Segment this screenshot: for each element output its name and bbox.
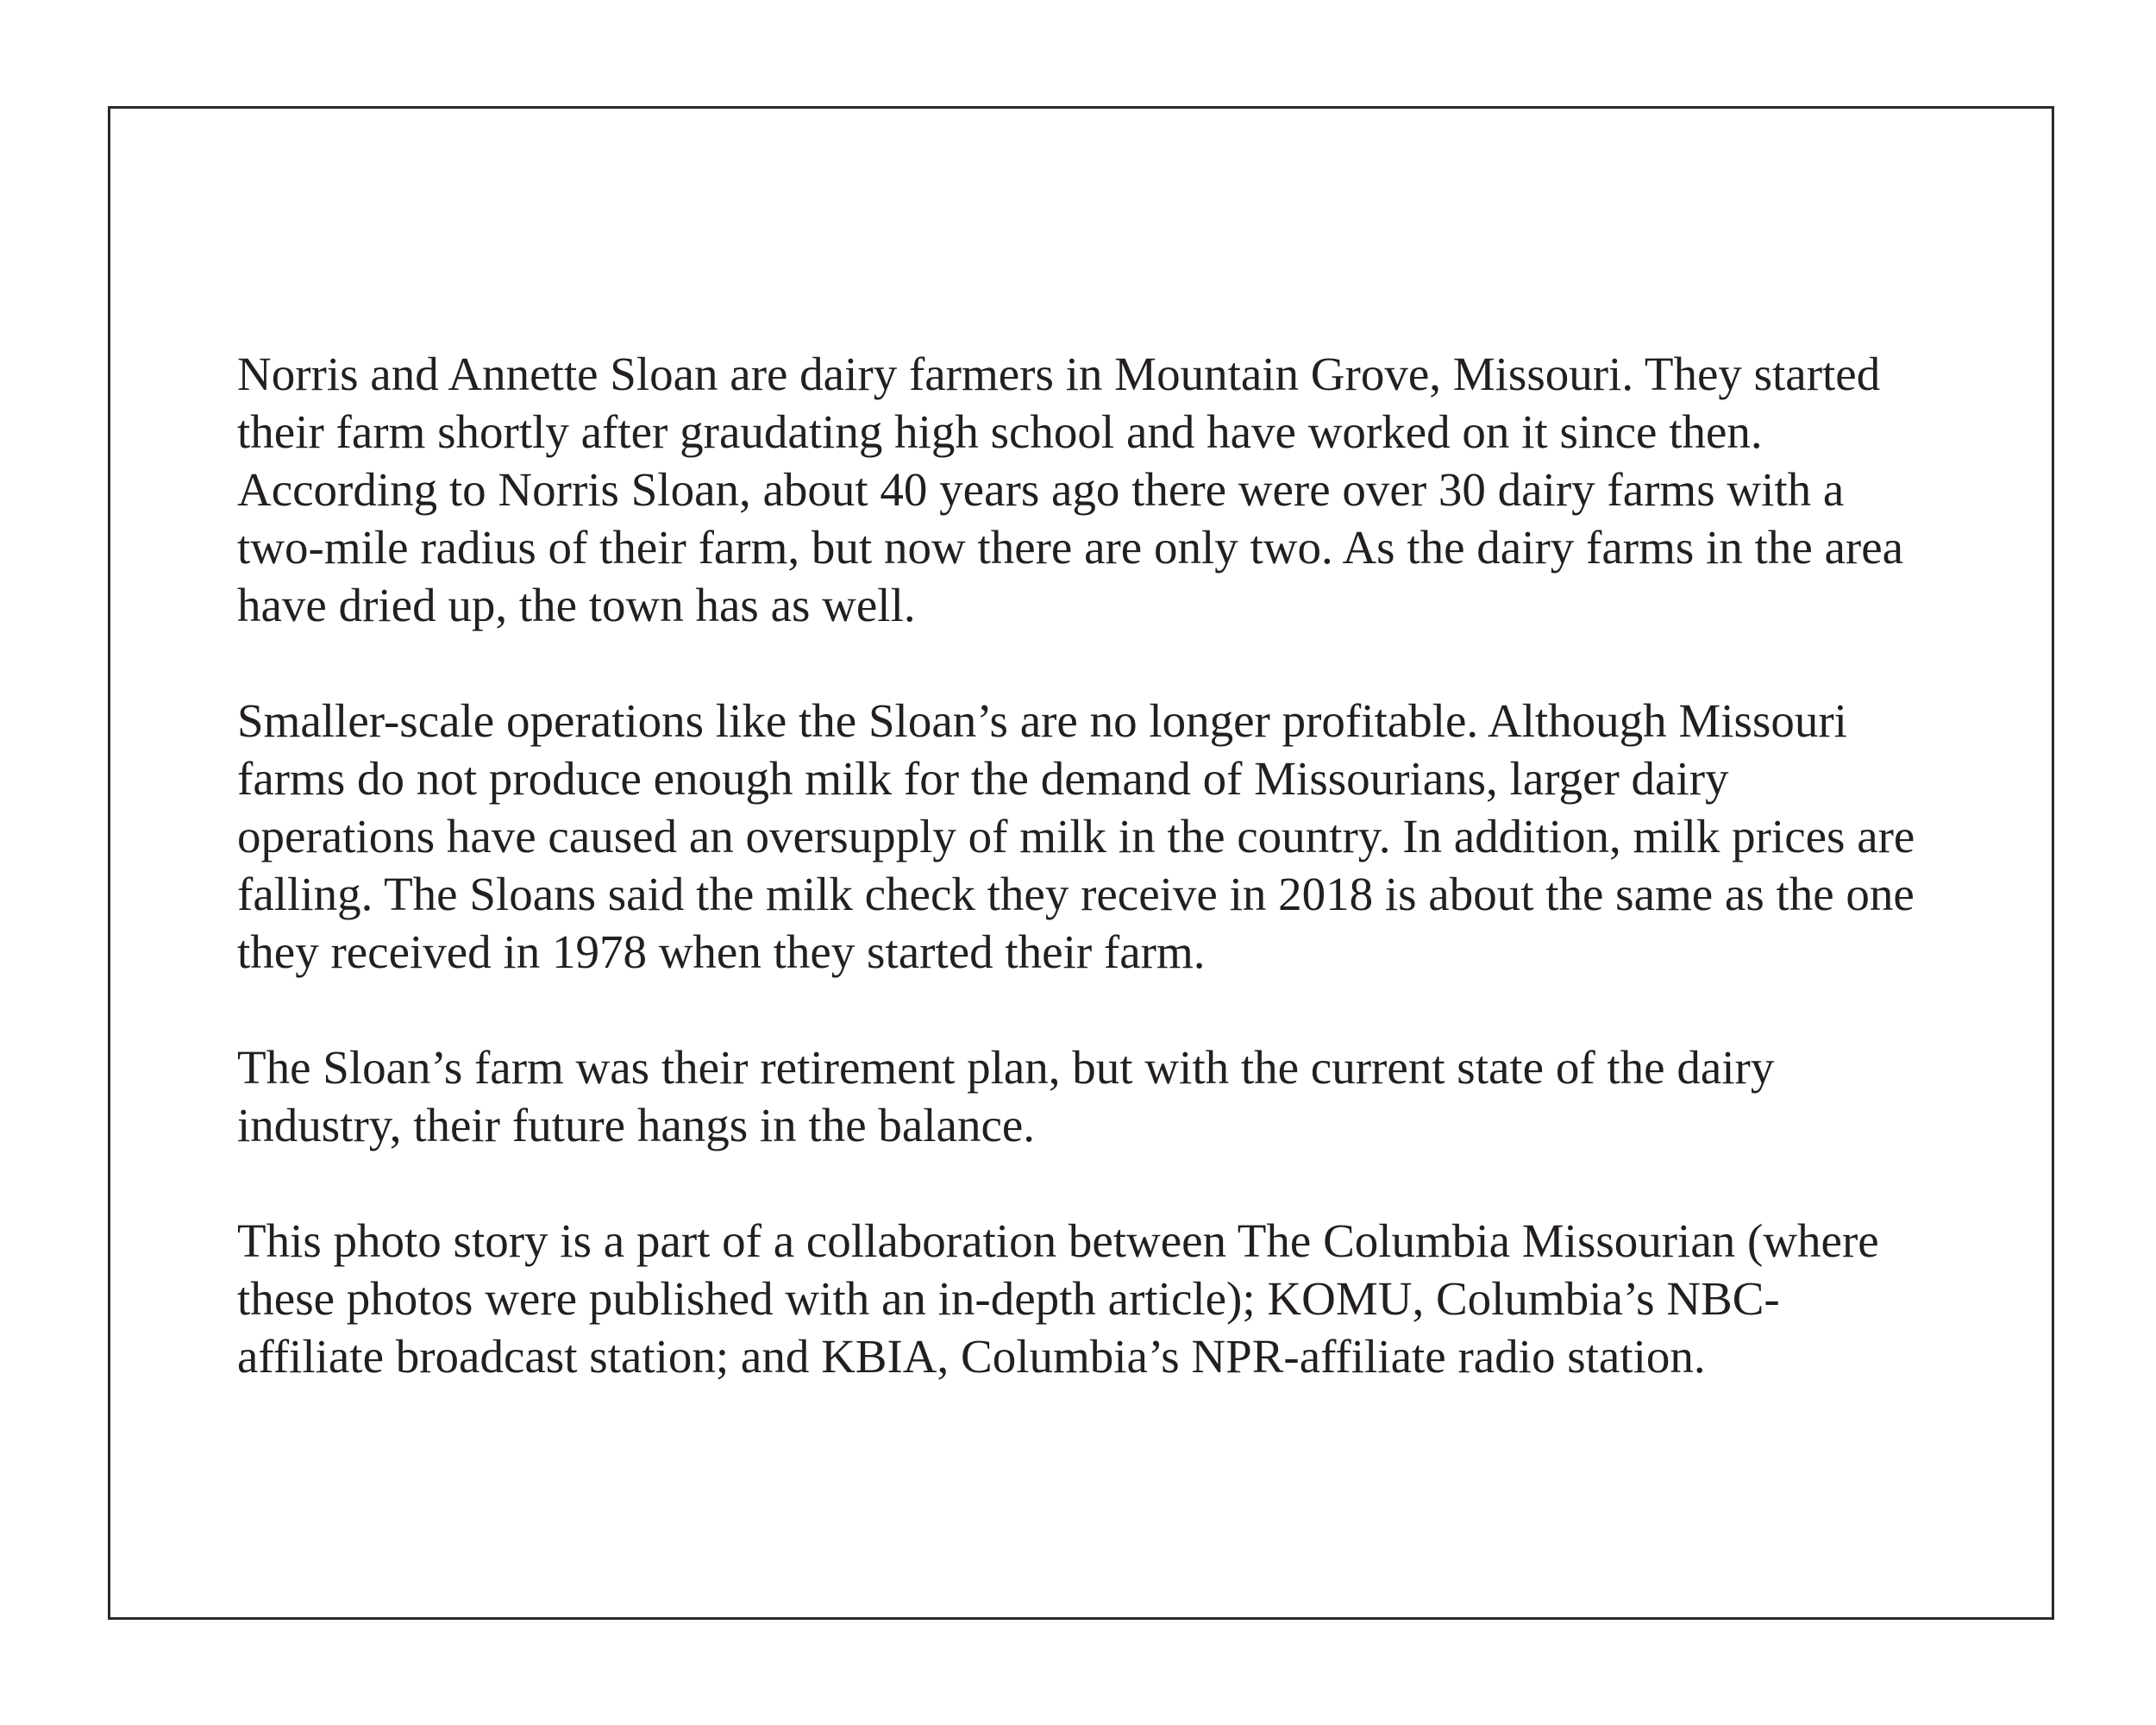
text-line: these photos were published with an in-depth article); KOMU, Columbia’s NBC- — [237, 1272, 1780, 1325]
text-line: their farm shortly after graudating high school and have worked on it since then. — [237, 405, 1763, 458]
text-line: farms do not produce enough milk for the demand of Missourians, larger dairy — [237, 752, 1729, 805]
story-text-block — [237, 345, 1953, 1385]
text-line: The Sloan’s farm was their retirement plan, but with the current state of the dairy — [237, 1041, 1775, 1094]
text-line: have dried up, the town has as well. — [237, 579, 916, 631]
paragraph-retirement — [237, 1038, 1953, 1154]
text-line: industry, their future hangs in the balance. — [237, 1099, 1036, 1151]
paragraph-intro — [237, 345, 1953, 634]
text-line: operations have caused an oversupply of milk in the country. In addition, milk prices are — [237, 810, 1915, 862]
paragraph-collaboration — [237, 1212, 1953, 1385]
text-line: Smaller-scale operations like the Sloan’s are no longer profitable. Although Missouri — [237, 694, 1847, 747]
text-line: affiliate broadcast station; and KBIA, Columbia’s NPR-affiliate radio station. — [237, 1330, 1706, 1383]
text-line: falling. The Sloans said the milk check they receive in 2018 is about the same as the one — [237, 868, 1915, 920]
text-line: This photo story is a part of a collaboration between The Columbia Missourian (where — [237, 1214, 1879, 1267]
text-line: Norris and Annette Sloan are dairy farmers in Mountain Grove, Missouri. They started — [237, 348, 1881, 400]
text-line: two-mile radius of their farm, but now there are only two. As the dairy farms in the area — [237, 521, 1904, 574]
text-line: According to Norris Sloan, about 40 years ago there were over 30 dairy farms with a — [237, 463, 1845, 516]
paragraph-economics — [237, 692, 1953, 981]
text-line: they received in 1978 when they started their farm. — [237, 925, 1206, 978]
